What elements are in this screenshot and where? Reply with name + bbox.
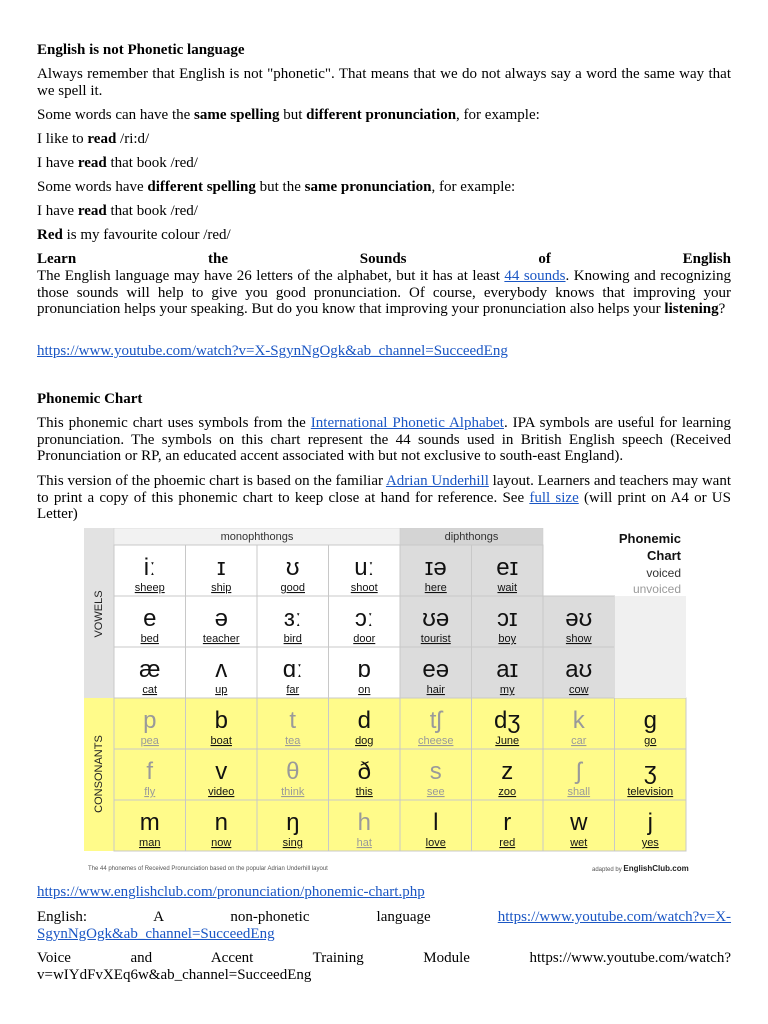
chart-credit: adapted by EnglishClub.com — [592, 864, 689, 873]
unvoiced-legend: unvoiced — [632, 582, 681, 596]
example-word: sheep — [134, 582, 165, 594]
phoneme-symbol: ʃ — [576, 758, 582, 785]
phoneme-symbol: k — [572, 707, 585, 734]
example-word: show — [565, 633, 592, 645]
consonants-label: CONSONANTS — [93, 735, 105, 813]
line-word: English: — [37, 909, 88, 925]
example-word: boat — [210, 735, 232, 747]
example-word: dog — [355, 735, 374, 747]
example-word: now — [211, 837, 232, 849]
example-1: I like to read /ri:d/ — [37, 131, 150, 147]
example-word: this — [355, 786, 373, 798]
paragraph-ipa: This phonemic chart uses symbols from the International Phonetic Alphabet. IPA symbols are useful for learning pronunciation. The symbols on this chart represent the 44 sounds used in British English speech (Received Pronunciation or RP, an educated accent associated with but not exclusive to south-east England). — [37, 415, 731, 464]
phoneme-symbol: ɜː — [283, 605, 302, 632]
line-word: non-phonetic — [230, 909, 310, 925]
example-word: cow — [568, 684, 589, 696]
phoneme-symbol: θ — [286, 758, 300, 785]
phoneme-symbol: iː — [143, 554, 156, 581]
line-word: A — [153, 909, 164, 925]
phoneme-symbol: uː — [354, 554, 375, 581]
heading-learn-sounds: Learn the Sounds of English — [37, 251, 731, 267]
example-word: tourist — [420, 633, 451, 645]
example-word: my — [499, 684, 515, 696]
phoneme-symbol: d — [357, 707, 371, 734]
phoneme-symbol: w — [570, 809, 588, 836]
voiced-legend: voiced — [646, 566, 681, 580]
example-word: love — [425, 837, 446, 849]
line-nonphonetic — [37, 909, 731, 942]
example-word: door — [353, 633, 376, 645]
chart-caption: The 44 phonemes of Received Pronunciation based on the popular Adrian Underhill layout — [88, 866, 328, 872]
phoneme-symbol: dʒ — [494, 707, 521, 734]
example-word: up — [215, 684, 228, 696]
example-3: I have read that book /red/ — [37, 203, 198, 219]
paragraph-different-spelling: Some words have different spelling but the same pronunciation, for example: — [37, 179, 516, 195]
phoneme-symbol: æ — [139, 656, 161, 683]
example-word: shoot — [350, 582, 378, 594]
section-title-phonemic-chart: Phonemic Chart — [37, 391, 143, 407]
phoneme-symbol: ɔː — [354, 605, 374, 632]
example-word: far — [286, 684, 300, 696]
phoneme-symbol: b — [214, 707, 228, 734]
phonemic-chart — [84, 528, 688, 858]
example-word: tea — [285, 735, 301, 747]
paragraph-phonetic: Always remember that English is not "phonetic". That means that we do not always say a word the same way that we spell it. — [37, 66, 731, 99]
example-word: June — [495, 735, 520, 747]
example-word: bird — [283, 633, 302, 645]
phoneme-symbol: g — [643, 707, 657, 734]
phoneme-symbol: l — [433, 809, 439, 836]
phoneme-symbol: p — [143, 707, 157, 734]
example-word: shall — [567, 786, 591, 798]
line-word: language — [376, 909, 431, 925]
phoneme-symbol: aʊ — [565, 656, 593, 683]
englishclub-link[interactable]: https://www.englishclub.com/pronunciation/phonemic-chart.php — [37, 884, 425, 900]
example-word: cat — [142, 684, 158, 696]
example-word: here — [424, 582, 447, 594]
link-adrian-underhill[interactable]: Adrian Underhill — [385, 473, 489, 489]
phoneme-symbol: v — [215, 758, 228, 785]
example-word: wet — [570, 837, 588, 849]
phoneme-symbol: m — [139, 809, 160, 836]
link-44-sounds[interactable]: 44 sounds — [504, 268, 566, 284]
example-word: red — [499, 837, 516, 849]
example-word: man — [139, 837, 161, 849]
phoneme-symbol: ɒ — [357, 656, 371, 683]
example-2: I have read that book /red/ — [37, 155, 198, 171]
example-word: wait — [497, 582, 518, 594]
phoneme-symbol: ʌ — [215, 656, 228, 683]
phoneme-symbol: f — [146, 758, 154, 785]
voice-accent-text: Voice and Accent Training Module https://www.youtube.com/watch? — [37, 950, 731, 966]
line-voice-accent — [37, 950, 731, 983]
phoneme-symbol: aɪ — [496, 656, 519, 683]
phoneme-symbol: tʃ — [429, 707, 442, 734]
section-title-phonetic: English is not Phonetic language — [37, 42, 245, 58]
youtube-link-2[interactable]: https://www.youtube.com/watch?v=X- — [497, 909, 732, 925]
phoneme-symbol: ɑː — [282, 656, 303, 683]
example-word: zoo — [498, 786, 517, 798]
example-word: sing — [282, 837, 303, 849]
example-word: ship — [211, 582, 232, 594]
paragraph-same-spelling: Some words can have the same spelling but different pronunciation, for example: — [37, 107, 540, 123]
phoneme-symbol: eɪ — [496, 554, 519, 581]
phoneme-symbol: r — [503, 809, 512, 836]
example-word: hair — [426, 684, 445, 696]
phoneme-symbol: h — [357, 809, 371, 836]
vowels-label: VOWELS — [93, 590, 105, 638]
phoneme-symbol: ð — [357, 758, 371, 785]
phoneme-symbol: əʊ — [565, 605, 593, 632]
example-word: teacher — [202, 633, 240, 645]
phoneme-symbol: ʊ — [285, 554, 300, 581]
example-word: on — [358, 684, 371, 696]
chart-title: Phonemic — [618, 531, 681, 546]
phoneme-symbol: z — [501, 758, 514, 785]
example-word: hat — [356, 837, 372, 849]
chart-title-2: Chart — [647, 548, 681, 563]
phoneme-symbol: ŋ — [286, 809, 300, 836]
phoneme-symbol: s — [429, 758, 442, 785]
phoneme-symbol: ʒ — [643, 758, 657, 785]
example-4: Red is my favourite colour /red/ — [37, 227, 231, 243]
example-word: good — [280, 582, 305, 594]
example-word: cheese — [418, 735, 454, 747]
youtube-link-1[interactable]: https://www.youtube.com/watch?v=X-SgynNgOgk&ab_channel=SucceedEng — [37, 343, 508, 359]
example-word: fly — [144, 786, 156, 798]
phoneme-symbol: n — [214, 809, 228, 836]
monophthongs-header: monophthongs — [220, 531, 294, 543]
link-full-size[interactable]: full size — [529, 489, 579, 506]
phoneme-symbol: j — [647, 809, 653, 836]
phoneme-symbol: ə — [214, 605, 228, 632]
example-word: go — [644, 735, 657, 747]
diphthongs-header: diphthongs — [444, 531, 499, 543]
example-word: pea — [140, 735, 159, 747]
paragraph-chart-version: This version of the phoemic chart is based on the familiar Adrian Underhill layout. Learners and teachers may want to print a copy of this phonemic chart to keep close at hand for reference. See full size (will print on A4 or US Letter) — [37, 473, 732, 522]
paragraph-sounds: The English language may have 26 letters of the alphabet, but it has at least 44 sounds. Knowing and recognizing those sounds will help to give you good pronunciation. Of course, everybody knows that improving your pronunciation helps your speaking. But do you know that improving your pronunciation also helps your listening? — [37, 268, 731, 317]
example-word: think — [281, 786, 305, 798]
phoneme-symbol: ʊə — [422, 605, 450, 632]
phoneme-symbol: t — [289, 707, 297, 734]
youtube-link-2-cont[interactable]: SgynNgOgk&ab_channel=SucceedEng — [37, 925, 275, 942]
example-word: boy — [498, 633, 517, 645]
voice-accent-url: v=wIYdFvXEq6w&ab_channel=SucceedEng — [37, 966, 312, 983]
link-ipa[interactable]: International Phonetic Alphabet — [310, 415, 504, 431]
example-word: television — [627, 786, 674, 798]
empty-cell — [615, 596, 687, 698]
example-word: car — [571, 735, 587, 747]
phoneme-symbol: ɪ — [216, 554, 226, 581]
example-word: video — [208, 786, 235, 798]
phoneme-symbol: e — [143, 605, 157, 632]
example-word: bed — [140, 633, 159, 645]
phoneme-symbol: ɪə — [424, 554, 447, 581]
phoneme-symbol: ɔɪ — [496, 605, 518, 632]
example-word: yes — [641, 837, 659, 849]
example-word: see — [426, 786, 445, 798]
phoneme-symbol: eə — [422, 656, 450, 683]
